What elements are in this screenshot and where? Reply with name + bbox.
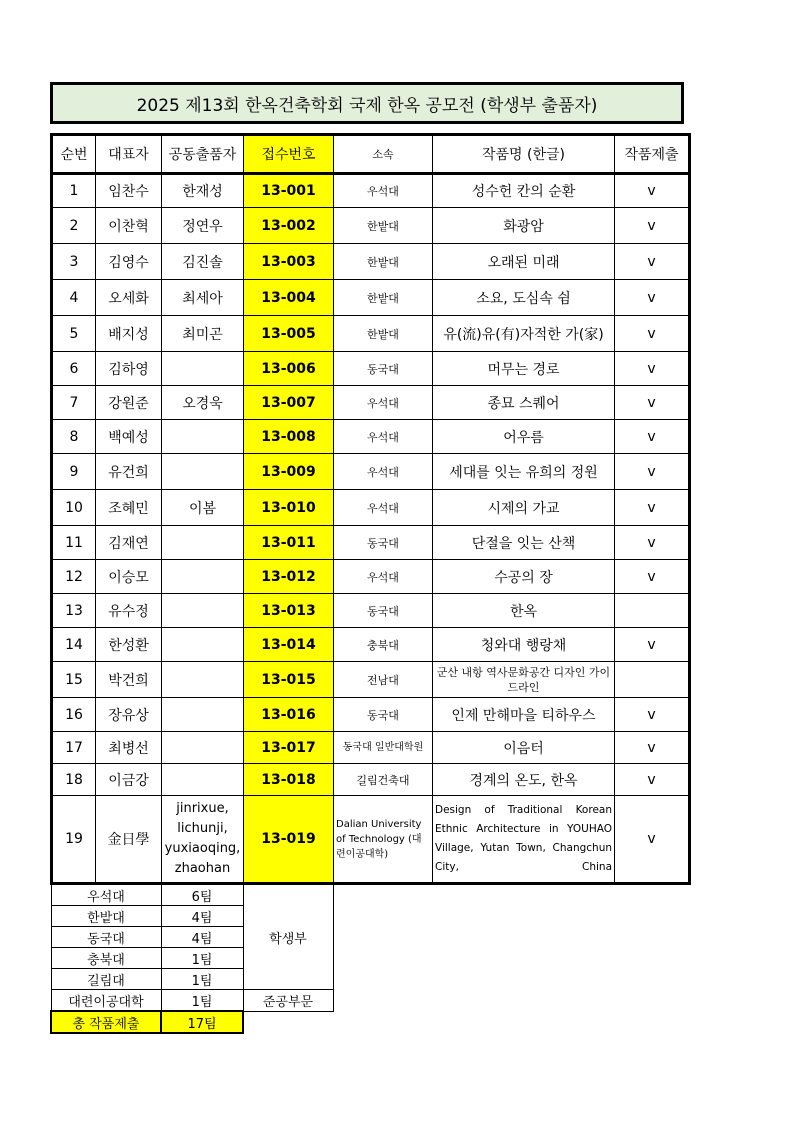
applicant-table: [50, 133, 691, 885]
work-title-cell: 한옥: [433, 594, 615, 628]
row-number: 9: [52, 454, 96, 490]
work-title-cell: 어우름: [433, 420, 615, 454]
summary-count: 1팀: [161, 948, 243, 969]
submission-cell: v: [615, 208, 690, 244]
representative-cell: 강원준: [96, 386, 162, 420]
affiliation-cell: 동국대: [334, 526, 433, 560]
co-applicant-cell: 김진솔: [162, 244, 244, 280]
row-number: 16: [52, 698, 96, 732]
table-row: [52, 560, 690, 594]
work-title-cell: 화광암: [433, 208, 615, 244]
registration-number-cell: 13-015: [244, 662, 334, 698]
summary-school: 대련이공대학: [51, 990, 161, 1012]
registration-number-cell: 13-001: [244, 174, 334, 208]
work-title-cell: 소요, 도심속 쉼: [433, 280, 615, 316]
work-title-cell: 세대를 잇는 유희의 정원: [433, 454, 615, 490]
co-applicant-cell: [162, 420, 244, 454]
summary-school: 길림대: [51, 969, 161, 990]
row-number: 1: [52, 174, 96, 208]
submission-cell: v: [615, 352, 690, 386]
co-applicant-cell: [162, 764, 244, 796]
affiliation-cell: 우석대: [334, 174, 433, 208]
work-title-cell: 인제 만해마을 티하우스: [433, 698, 615, 732]
affiliation-cell: 한밭대: [334, 316, 433, 352]
affiliation-cell: Dalian University of Technology (대련이공대학): [334, 796, 433, 884]
affiliation-cell: 우석대: [334, 490, 433, 526]
co-applicant-cell: [162, 698, 244, 732]
submission-cell: v: [615, 316, 690, 352]
representative-cell: 오세화: [96, 280, 162, 316]
co-applicant-cell: [162, 560, 244, 594]
header-no: 순번: [52, 135, 96, 174]
affiliation-cell: 우석대: [334, 454, 433, 490]
affiliation-cell: 동국대 일반대학원: [334, 732, 433, 764]
co-applicant-cell: jinrixue, lichunji, yuxiaoqing, zhaohan: [162, 796, 244, 884]
row-number: 6: [52, 352, 96, 386]
affiliation-cell: 동국대: [334, 352, 433, 386]
representative-cell: 배지성: [96, 316, 162, 352]
co-applicant-cell: [162, 454, 244, 490]
co-applicant-cell: 최세아: [162, 280, 244, 316]
summary-school: 한밭대: [51, 906, 161, 927]
table-row: [52, 174, 690, 208]
table-row: [52, 316, 690, 352]
registration-number-cell: 13-013: [244, 594, 334, 628]
row-number: 18: [52, 764, 96, 796]
table-row: [52, 732, 690, 764]
submission-cell: [615, 594, 690, 628]
representative-cell: 유수정: [96, 594, 162, 628]
submission-cell: v: [615, 386, 690, 420]
row-number: 8: [52, 420, 96, 454]
work-title-cell: 오래된 미래: [433, 244, 615, 280]
representative-cell: 金日學: [96, 796, 162, 884]
table-row: [52, 420, 690, 454]
work-title-cell: 성수헌 칸의 순환: [433, 174, 615, 208]
total-count: 17팀: [161, 1011, 243, 1033]
affiliation-cell: 우석대: [334, 560, 433, 594]
work-title-cell: Design of Traditional Korean Ethnic Architecture in YOUHAO Village, Yutan Town, Changchun City, China: [433, 796, 615, 884]
row-number: 13: [52, 594, 96, 628]
co-applicant-cell: 최미곤: [162, 316, 244, 352]
co-applicant-cell: 오경욱: [162, 386, 244, 420]
work-title-cell: 유(流)유(有)자적한 가(家): [433, 316, 615, 352]
co-applicant-cell: [162, 662, 244, 698]
affiliation-cell: 한밭대: [334, 208, 433, 244]
registration-number-cell: 13-003: [244, 244, 334, 280]
registration-number-cell: 13-012: [244, 560, 334, 594]
registration-number-cell: 13-006: [244, 352, 334, 386]
table-row: [52, 628, 690, 662]
registration-number-cell: 13-009: [244, 454, 334, 490]
page-title: 2025 제13회 한옥건축학회 국제 한옥 공모전 (학생부 출품자): [50, 82, 684, 124]
registration-number-cell: 13-011: [244, 526, 334, 560]
table-row: [52, 386, 690, 420]
registration-number-cell: 13-004: [244, 280, 334, 316]
work-title-cell: 이음터: [433, 732, 615, 764]
summary-table: [50, 884, 334, 1034]
affiliation-cell: 길림건축대: [334, 764, 433, 796]
submission-cell: v: [615, 454, 690, 490]
affiliation-cell: 한밭대: [334, 280, 433, 316]
registration-number-cell: 13-008: [244, 420, 334, 454]
table-row: [52, 454, 690, 490]
affiliation-cell: 전남대: [334, 662, 433, 698]
row-number: 15: [52, 662, 96, 698]
co-applicant-cell: 한재성: [162, 174, 244, 208]
affiliation-cell: 한밭대: [334, 244, 433, 280]
representative-cell: 김영수: [96, 244, 162, 280]
summary-count: 6팀: [161, 885, 243, 906]
row-number: 14: [52, 628, 96, 662]
affiliation-cell: 우석대: [334, 420, 433, 454]
representative-cell: 이찬혁: [96, 208, 162, 244]
row-number: 3: [52, 244, 96, 280]
summary-school: 동국대: [51, 927, 161, 948]
work-title-cell: 수공의 장: [433, 560, 615, 594]
table-row: [52, 698, 690, 732]
representative-cell: 장유상: [96, 698, 162, 732]
registration-number-cell: 13-017: [244, 732, 334, 764]
representative-cell: 조혜민: [96, 490, 162, 526]
co-applicant-cell: [162, 526, 244, 560]
summary-count: 4팀: [161, 927, 243, 948]
row-number: 11: [52, 526, 96, 560]
registration-number-cell: 13-005: [244, 316, 334, 352]
table-row: [52, 490, 690, 526]
affiliation-cell: 동국대: [334, 698, 433, 732]
affiliation-cell: 우석대: [334, 386, 433, 420]
registration-number-cell: 13-010: [244, 490, 334, 526]
submission-cell: v: [615, 174, 690, 208]
representative-cell: 이금강: [96, 764, 162, 796]
registration-number-cell: 13-018: [244, 764, 334, 796]
work-title-cell: 시제의 가교: [433, 490, 615, 526]
work-title-cell: 머무는 경로: [433, 352, 615, 386]
co-applicant-cell: [162, 594, 244, 628]
table-row: [52, 796, 690, 884]
header-submission: 작품제출: [615, 135, 690, 174]
summary-row: [51, 885, 333, 906]
work-title-cell: 군산 내항 역사문화공간 디자인 가이드라인: [433, 662, 615, 698]
submission-cell: v: [615, 764, 690, 796]
summary-row: [51, 990, 333, 1012]
row-number: 4: [52, 280, 96, 316]
summary-count: 1팀: [161, 969, 243, 990]
co-applicant-cell: 정연우: [162, 208, 244, 244]
row-number: 17: [52, 732, 96, 764]
representative-cell: 유건희: [96, 454, 162, 490]
submission-cell: [615, 662, 690, 698]
row-number: 12: [52, 560, 96, 594]
submission-cell: v: [615, 628, 690, 662]
submission-cell: v: [615, 560, 690, 594]
summary-school: 우석대: [51, 885, 161, 906]
submission-cell: v: [615, 244, 690, 280]
co-applicant-cell: 이봄: [162, 490, 244, 526]
representative-cell: 한성환: [96, 628, 162, 662]
total-label: 총 작품제출: [51, 1011, 161, 1033]
table-row: [52, 280, 690, 316]
table-row: [52, 594, 690, 628]
affiliation-cell: 충북대: [334, 628, 433, 662]
row-number: 7: [52, 386, 96, 420]
submission-cell: v: [615, 490, 690, 526]
row-number: 2: [52, 208, 96, 244]
table-row: [52, 244, 690, 280]
table-row: [52, 662, 690, 698]
registration-number-cell: 13-002: [244, 208, 334, 244]
table-row: [52, 764, 690, 796]
summary-count: 1팀: [161, 990, 243, 1012]
row-number: 5: [52, 316, 96, 352]
table-header-row: [52, 135, 690, 174]
work-title-cell: 단절을 잇는 산책: [433, 526, 615, 560]
student-division-label: 학생부: [243, 885, 333, 990]
representative-cell: 최병선: [96, 732, 162, 764]
co-applicant-cell: [162, 628, 244, 662]
representative-cell: 임찬수: [96, 174, 162, 208]
representative-cell: 백예성: [96, 420, 162, 454]
header-representative: 대표자: [96, 135, 162, 174]
junior-division-label: 준공부문: [243, 990, 333, 1012]
affiliation-cell: 동국대: [334, 594, 433, 628]
header-affiliation: 소속: [334, 135, 433, 174]
summary-school: 충북대: [51, 948, 161, 969]
summary-count: 4팀: [161, 906, 243, 927]
table-row: [52, 352, 690, 386]
work-title-cell: 청와대 행랑채: [433, 628, 615, 662]
table-row: [52, 208, 690, 244]
registration-number-cell: 13-016: [244, 698, 334, 732]
work-title-cell: 종묘 스퀘어: [433, 386, 615, 420]
header-work-title: 작품명 (한글): [433, 135, 615, 174]
row-number: 19: [52, 796, 96, 884]
submission-cell: v: [615, 526, 690, 560]
table-row: [52, 526, 690, 560]
header-registration-number: 접수번호: [244, 135, 334, 174]
representative-cell: 김하영: [96, 352, 162, 386]
representative-cell: 이승모: [96, 560, 162, 594]
header-co-applicant: 공동출품자: [162, 135, 244, 174]
co-applicant-cell: [162, 352, 244, 386]
summary-total-row: [51, 1011, 333, 1033]
representative-cell: 박건희: [96, 662, 162, 698]
submission-cell: v: [615, 732, 690, 764]
registration-number-cell: 13-019: [244, 796, 334, 884]
work-title-cell: 경계의 온도, 한옥: [433, 764, 615, 796]
row-number: 10: [52, 490, 96, 526]
submission-cell: v: [615, 796, 690, 884]
registration-number-cell: 13-014: [244, 628, 334, 662]
co-applicant-cell: [162, 732, 244, 764]
submission-cell: v: [615, 420, 690, 454]
registration-number-cell: 13-007: [244, 386, 334, 420]
submission-cell: v: [615, 698, 690, 732]
submission-cell: v: [615, 280, 690, 316]
representative-cell: 김재연: [96, 526, 162, 560]
